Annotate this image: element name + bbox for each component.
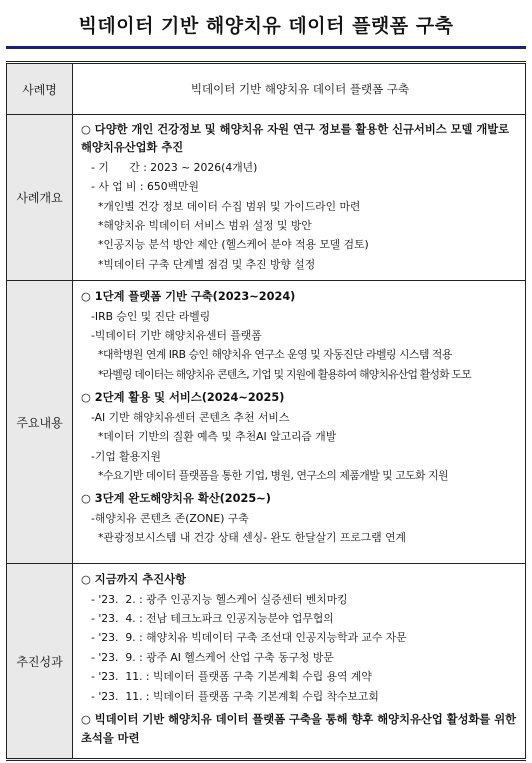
list-item: -해양치유 콘텐츠 존(ZONE) 구축 xyxy=(91,511,249,525)
row-label-case-name: 사례명 xyxy=(7,63,73,115)
list-item: *대학병원 연계 IRB 승인 해양치유 연구소 운영 및 자동진단 라벨링 시스템 적용 xyxy=(98,348,452,362)
list-item: -IRB 승인 및 진단 라벨링 xyxy=(91,309,211,323)
table-row-results xyxy=(7,564,526,760)
list-item: - '23. 11. : 빅데이터 플랫폼 구축 기본계획 수립 착수보고회 xyxy=(91,689,379,703)
case-table xyxy=(6,61,526,761)
list-item: - '23. 4. : 전남 테크노파크 인공지능분야 업무협의 xyxy=(91,612,334,626)
list-item: *데이터 기반의 질환 예측 및 추천AI 알고리즘 개발 xyxy=(98,430,337,444)
stage-3-heading: ○ 3단계 완도해양치유 확산(2025~) xyxy=(81,492,271,506)
row-label-contents: 주요내용 xyxy=(7,281,73,564)
list-item: *수요기반 데이터 플랫폼을 통한 기업, 병원, 연구소의 제품개발 및 고도화 지원 xyxy=(98,468,449,482)
results-content xyxy=(73,564,526,760)
table-row-case-name xyxy=(7,63,526,115)
list-item: *개인별 건강 정보 데이터 수집 범위 및 가이드라인 마련 xyxy=(98,199,361,213)
list-item: *라벨링 데이터는 해양치유 콘텐츠, 기업 및 지원에 활용하여 해양치유산업 활성화 도모 xyxy=(98,367,471,381)
overview-budget: - 사 업 비 : 650백만원 xyxy=(91,180,199,194)
overview-period: - 기 간 : 2023 ~ 2026(4개년) xyxy=(91,160,258,174)
list-item: - '23. 2. : 광주 인공지능 헬스케어 실증센터 벤치마킹 xyxy=(91,592,348,606)
contents-content xyxy=(73,281,526,564)
table-row-contents xyxy=(7,281,526,564)
list-item: *해양치유 빅데이터 서비스 범위 설정 및 방안 xyxy=(98,219,312,233)
list-item: *관광정보시스템 내 건강 상태 센싱- 완도 한달살기 프로그램 연계 xyxy=(98,531,406,545)
overview-content xyxy=(73,115,526,281)
results-heading: ○ 지금까지 추진사항 xyxy=(81,573,187,587)
list-item: -기업 활용지원 xyxy=(91,449,161,463)
title-underline xyxy=(6,46,526,49)
list-item: - '23. 11. : 빅데이터 플랫폼 구축 기본계획 수립 용역 계약 xyxy=(91,670,372,684)
list-item: -AI 기반 해양치유센터 콘텐츠 추천 서비스 xyxy=(91,410,290,424)
row-label-results: 추진성과 xyxy=(7,564,73,760)
case-name-value: 빅데이터 기반 해양치유 데이터 플랫폼 구축 xyxy=(73,63,526,115)
row-label-overview: 사례개요 xyxy=(7,115,73,281)
table-row-overview xyxy=(7,115,526,281)
page-title: 빅데이터 기반 해양치유 데이터 플랫폼 구축 xyxy=(78,15,454,37)
results-conclusion: ○ 빅데이터 기반 해양치유 데이터 플랫폼 구축을 통해 향후 해양치유산업 활성화를 위한 초석을 마련 xyxy=(81,713,517,746)
list-item: -빅데이터 기반 해양치유센터 플랫폼 xyxy=(91,329,262,343)
list-item: - '23. 9. : 해양치유 빅데이터 구축 조선대 인공지능학과 교수 자문 xyxy=(91,631,407,645)
stage-2-heading: ○ 2단계 활용 및 서비스(2024~2025) xyxy=(81,391,285,405)
list-item: - '23. 9. : 광주 AI 헬스케어 산업 구축 동구청 방문 xyxy=(91,650,334,664)
overview-goal: ○ 다양한 개인 건강정보 및 해양치유 자원 연구 정보를 활용한 신규서비스 모델 개발로 해양치유산업화 추진 xyxy=(81,123,510,155)
list-item: *인공지능 분석 방안 제안 (헬스케어 분야 적용 모델 검토) xyxy=(98,238,369,252)
list-item: *빅데이터 구축 단계별 점검 및 추진 방향 설정 xyxy=(98,257,316,271)
stage-1-heading: ○ 1단계 플랫폼 기반 구축(2023~2024) xyxy=(81,290,296,304)
